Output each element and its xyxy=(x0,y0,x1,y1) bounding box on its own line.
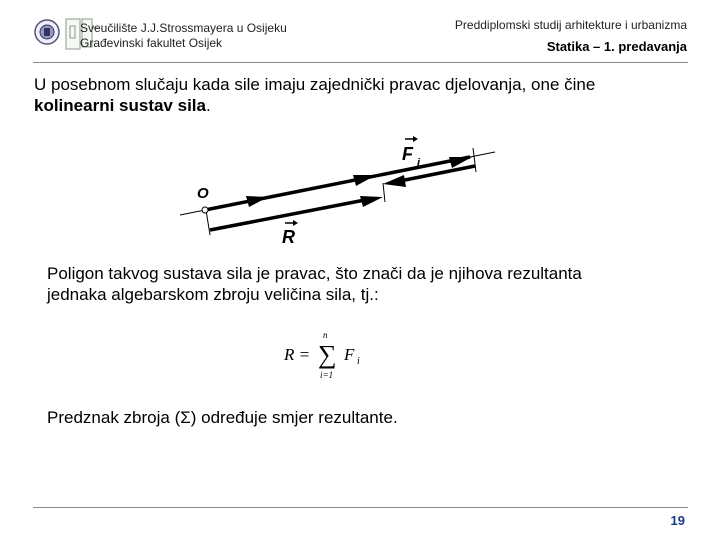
formula-term: F xyxy=(344,345,355,364)
sign-paragraph: Predznak zbroja (Σ) određuje smjer rezultante. xyxy=(47,408,398,427)
force-subscript: i xyxy=(417,157,421,169)
formula-lhs: R = xyxy=(284,345,311,364)
polygon-paragraph xyxy=(47,263,687,305)
intro-bold: kolinearni sustav sila xyxy=(34,96,206,115)
arrow-head-2 xyxy=(353,175,376,186)
polygon-text-2: jednaka algebarskom zbroju veličina sila, tj.: xyxy=(47,285,379,304)
polygon-text-1: Poligon takvog sustava sila je pravac, što znači da je njihova rezultanta xyxy=(47,264,582,283)
formula-upper: n xyxy=(323,330,328,340)
origin-point xyxy=(202,207,208,213)
origin-label: O xyxy=(197,185,209,202)
resultant-label: R xyxy=(282,227,295,247)
formula-term-sub: i xyxy=(357,356,360,367)
intro-text: U posebnom slučaju kada sile imaju zajednički pravac djelovanja, one čine xyxy=(34,75,596,94)
program-name: Preddiplomski studij arhitekture i urbanizma xyxy=(454,18,687,32)
faculty-name: Građevinski fakultet Osijek xyxy=(80,36,223,50)
arrow-head-reverse xyxy=(383,175,406,187)
page-number: 19 xyxy=(670,513,685,528)
footer-divider xyxy=(33,507,688,508)
arrow-head-1 xyxy=(246,196,268,207)
sum-formula xyxy=(284,330,384,383)
arrow-head-resultant xyxy=(360,196,383,207)
formula-lower: i=1 xyxy=(320,370,334,380)
sigma-symbol: ∑ xyxy=(318,340,337,369)
course-title: Statika – 1. predavanja xyxy=(546,39,687,54)
force-label: F xyxy=(402,144,413,164)
force-line xyxy=(205,157,470,210)
university-name: Sveučilište J.J.Strossmayera u Osijeku xyxy=(80,21,287,35)
intro-end: . xyxy=(205,96,211,115)
